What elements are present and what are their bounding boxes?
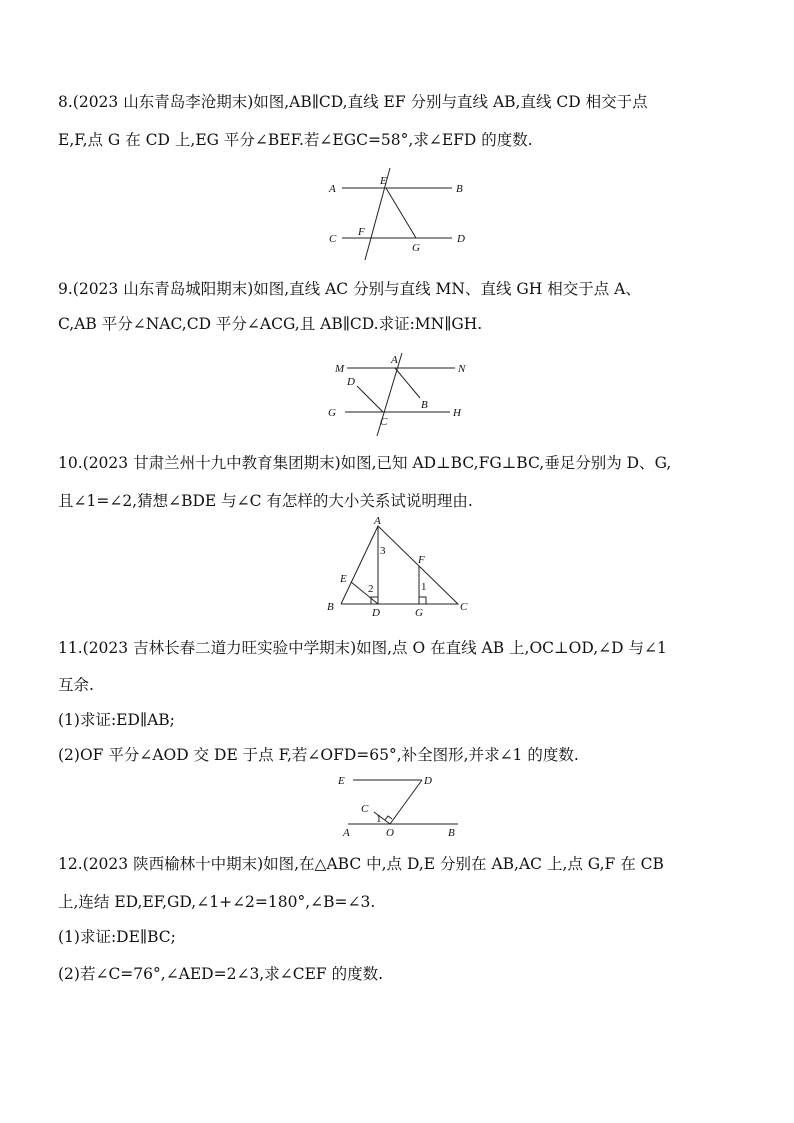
fig9-label-b: B [421, 399, 428, 411]
fig8-label-a: A [329, 183, 336, 195]
fig9-label-n: N [458, 363, 466, 375]
problem-12-line-1: 12.(2023 陕西榆林十中期末)如图,在△ABC 中,点 D,E 分别在 AB,AC 上,点 G,F 在 CB [58, 855, 664, 873]
fig10-label-b: B [327, 601, 334, 613]
fig8-label-f: F [358, 226, 365, 238]
fig8-label-c: C [329, 233, 337, 245]
problem-12-line-2: 上,连结 ED,EF,GD,∠1+∠2=180°,∠B=∠3. [58, 893, 376, 911]
fig11-angle-1: 1 [376, 813, 382, 825]
fig10-angle-1: 1 [421, 581, 427, 593]
problem-8-line-2: E,F,点 G 在 CD 上,EG 平分∠BEF.若∠EGC=58°,求∠EFD 的度数. [58, 131, 533, 149]
problem-10-line-1: 10.(2023 甘肃兰州十九中教育集团期末)如图,已知 AD⊥BC,FG⊥BC,垂足分别为 D、G, [58, 454, 672, 472]
fig9-label-m: M [335, 363, 345, 375]
fig10-label-c: C [460, 601, 468, 613]
fig9-label-g: G [328, 407, 336, 419]
fig11-label-d: D [424, 775, 432, 787]
fig11-label-e: E [338, 775, 345, 787]
fig10-label-d: D [372, 607, 380, 616]
problem-8-line-1: 8.(2023 山东青岛李沧期末)如图,AB∥CD,直线 EF 分别与直线 AB,直线 CD 相交于点 [58, 93, 648, 111]
problem-11-part-1: (1)求证:ED∥AB; [58, 711, 175, 729]
problem-9-line-1: 9.(2023 山东青岛城阳期末)如图,直线 AC 分别与直线 MN、直线 GH 相交于点 A、 [58, 280, 641, 298]
fig10-label-g: G [415, 607, 423, 616]
fig10-angle-2: 2 [368, 583, 374, 595]
fig9-label-a: A [391, 354, 398, 366]
fig8-label-d: D [457, 233, 465, 245]
problem-10-figure [320, 516, 475, 616]
fig9-label-h: H [453, 407, 461, 419]
problem-11-figure [330, 770, 470, 838]
problem-9-figure [325, 350, 475, 438]
fig11-label-b: B [448, 827, 455, 838]
fig10-label-f: F [418, 554, 425, 566]
fig8-label-e: E [380, 175, 387, 187]
problem-11-part-2: (2)OF 平分∠AOD 交 DE 于点 F,若∠OFD=65°,补全图形,并求∠1 的度数. [58, 746, 579, 764]
problem-8-figure [320, 168, 470, 260]
fig8-label-b: B [456, 183, 463, 195]
problem-12-part-1: (1)求证:DE∥BC; [58, 928, 176, 946]
fig11-label-a: A [343, 827, 350, 838]
problem-11-line-2: 互余. [58, 676, 94, 694]
fig11-label-o: O [386, 827, 394, 838]
fig10-angle-3: 3 [380, 545, 386, 557]
fig10-label-e: E [340, 573, 347, 585]
problem-12-part-2: (2)若∠C=76°,∠AED=2∠3,求∠CEF 的度数. [58, 965, 384, 983]
fig8-label-g: G [412, 242, 420, 254]
problem-9-line-2: C,AB 平分∠NAC,CD 平分∠ACG,且 AB∥CD.求证:MN∥GH. [58, 315, 483, 333]
fig9-label-c: C [380, 416, 388, 428]
fig10-label-a: A [374, 516, 381, 527]
fig9-label-d: D [347, 376, 355, 388]
fig11-label-c: C [361, 803, 369, 815]
problem-11-line-1: 11.(2023 吉林长春二道力旺实验中学期末)如图,点 O 在直线 AB 上,OC⊥OD,∠D 与∠1 [58, 639, 667, 657]
problem-10-line-2: 且∠1=∠2,猜想∠BDE 与∠C 有怎样的大小关系试说明理由. [58, 492, 473, 510]
